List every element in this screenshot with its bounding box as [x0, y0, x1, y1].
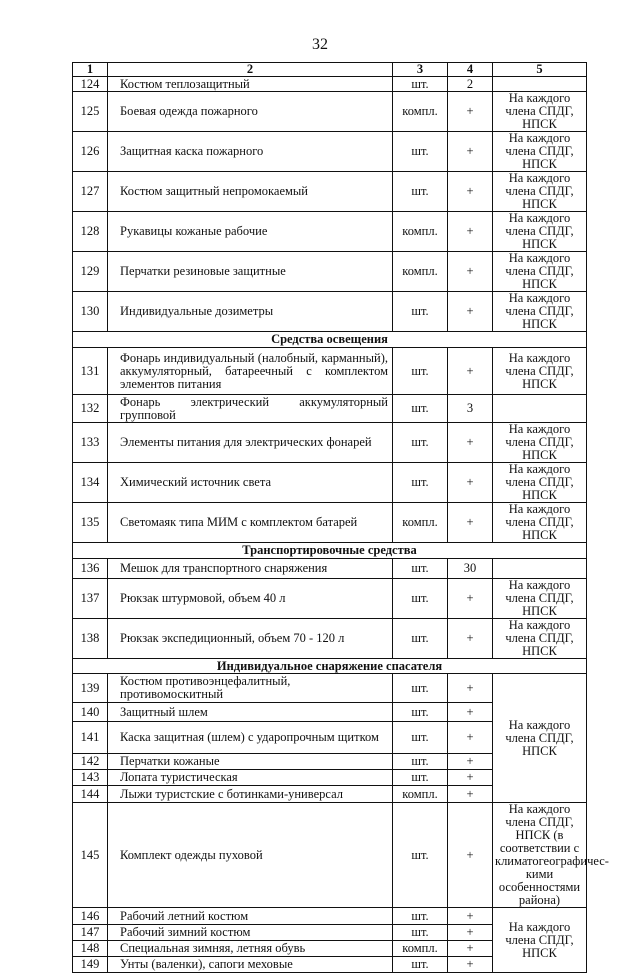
quantity: + — [448, 212, 493, 252]
item-name: Рукавицы кожаные рабочие — [108, 212, 393, 252]
row-number: 145 — [73, 803, 108, 908]
row-number: 149 — [73, 957, 108, 973]
table-row — [73, 252, 587, 292]
quantity: + — [448, 132, 493, 172]
note: На каждого члена СПДГ, НПСК — [493, 503, 587, 543]
header-cell: 2 — [108, 63, 393, 77]
table-row — [73, 803, 587, 908]
quantity: + — [448, 579, 493, 619]
unit: шт. — [393, 754, 448, 770]
unit: шт. — [393, 77, 448, 92]
note: На каждого члена СПДГ, НПСК — [493, 463, 587, 503]
table-row — [73, 423, 587, 463]
item-name: Фонарь электрический аккумуляторный групповой — [108, 395, 393, 423]
row-number: 141 — [73, 722, 108, 754]
unit: шт. — [393, 722, 448, 754]
section-row — [73, 659, 587, 674]
note — [493, 395, 587, 423]
row-number: 132 — [73, 395, 108, 423]
item-name: Костюм теплозащитный — [108, 77, 393, 92]
note: На каждого члена СПДГ, НПСК — [493, 908, 587, 973]
item-name: Защитный шлем — [108, 703, 393, 722]
row-number: 129 — [73, 252, 108, 292]
row-number: 128 — [73, 212, 108, 252]
page-number: 32 — [312, 36, 328, 53]
section-title: Транспортировочные средства — [73, 543, 587, 559]
row-number: 125 — [73, 92, 108, 132]
quantity: + — [448, 348, 493, 395]
unit: компл. — [393, 212, 448, 252]
row-number: 139 — [73, 674, 108, 703]
row-number: 135 — [73, 503, 108, 543]
quantity: + — [448, 619, 493, 659]
unit: шт. — [393, 559, 448, 579]
unit: компл. — [393, 941, 448, 957]
quantity: + — [448, 292, 493, 332]
unit: шт. — [393, 292, 448, 332]
item-name: Светомаяк типа МИМ с комплектом батарей — [108, 503, 393, 543]
unit: шт. — [393, 423, 448, 463]
quantity: + — [448, 803, 493, 908]
item-name: Лопата туристическая — [108, 770, 393, 786]
quantity: + — [448, 463, 493, 503]
quantity: + — [448, 252, 493, 292]
row-number: 148 — [73, 941, 108, 957]
item-name: Специальная зимняя, летняя обувь — [108, 941, 393, 957]
unit: шт. — [393, 579, 448, 619]
table-header-row — [73, 63, 587, 77]
table-row — [73, 348, 587, 395]
quantity: + — [448, 941, 493, 957]
table-row — [73, 212, 587, 252]
header-cell: 5 — [493, 63, 587, 77]
unit: шт. — [393, 132, 448, 172]
table-row — [73, 579, 587, 619]
row-number: 127 — [73, 172, 108, 212]
unit: шт. — [393, 619, 448, 659]
unit: шт. — [393, 803, 448, 908]
note: На каждого члена СПДГ, НПСК — [493, 619, 587, 659]
table-row — [73, 92, 587, 132]
table-row — [73, 619, 587, 659]
note: На каждого члена СПДГ, НПСК — [493, 212, 587, 252]
row-number: 137 — [73, 579, 108, 619]
quantity: + — [448, 703, 493, 722]
table-row — [73, 172, 587, 212]
unit: шт. — [393, 463, 448, 503]
note: На каждого члена СПДГ, НПСК — [493, 674, 587, 803]
note: На каждого члена СПДГ, НПСК — [493, 579, 587, 619]
quantity: + — [448, 908, 493, 925]
table-row — [73, 292, 587, 332]
item-name: Костюм защитный непромокаемый — [108, 172, 393, 212]
item-name: Перчатки резиновые защитные — [108, 252, 393, 292]
row-number: 124 — [73, 77, 108, 92]
item-name: Перчатки кожаные — [108, 754, 393, 770]
row-number: 136 — [73, 559, 108, 579]
row-number: 130 — [73, 292, 108, 332]
quantity: + — [448, 957, 493, 973]
unit: компл. — [393, 786, 448, 803]
quantity: 2 — [448, 77, 493, 92]
table-row — [73, 77, 587, 92]
row-number: 126 — [73, 132, 108, 172]
header-cell: 3 — [393, 63, 448, 77]
header-cell: 1 — [73, 63, 108, 77]
item-name: Комплект одежды пуховой — [108, 803, 393, 908]
table-row — [73, 395, 587, 423]
row-number: 138 — [73, 619, 108, 659]
item-name: Химический источник света — [108, 463, 393, 503]
header-cell: 4 — [448, 63, 493, 77]
row-number: 143 — [73, 770, 108, 786]
unit: шт. — [393, 703, 448, 722]
table-row — [73, 559, 587, 579]
table-row — [73, 463, 587, 503]
unit: шт. — [393, 172, 448, 212]
item-name: Рюкзак штурмовой, объем 40 л — [108, 579, 393, 619]
quantity: + — [448, 92, 493, 132]
quantity: + — [448, 503, 493, 543]
note: На каждого члена СПДГ, НПСК — [493, 292, 587, 332]
note: На каждого члена СПДГ, НПСК — [493, 132, 587, 172]
unit: шт. — [393, 908, 448, 925]
unit: шт. — [393, 957, 448, 973]
item-name: Лыжи туристские с ботинками-универсал — [108, 786, 393, 803]
item-name: Защитная каска пожарного — [108, 132, 393, 172]
quantity: 3 — [448, 395, 493, 423]
unit: шт. — [393, 348, 448, 395]
item-name: Рабочий зимний костюм — [108, 925, 393, 941]
row-number: 133 — [73, 423, 108, 463]
section-row — [73, 332, 587, 348]
row-number: 131 — [73, 348, 108, 395]
unit: шт. — [393, 925, 448, 941]
row-number: 134 — [73, 463, 108, 503]
table-row — [73, 132, 587, 172]
item-name: Боевая одежда пожарного — [108, 92, 393, 132]
row-number: 140 — [73, 703, 108, 722]
unit: компл. — [393, 503, 448, 543]
quantity: + — [448, 925, 493, 941]
item-name: Унты (валенки), сапоги меховые — [108, 957, 393, 973]
item-name: Костюм противоэнцефалитный, противомоскитный — [108, 674, 393, 703]
item-name: Рабочий летний костюм — [108, 908, 393, 925]
item-name: Каска защитная (шлем) с ударопрочным щитком — [108, 722, 393, 754]
note: На каждого члена СПДГ, НПСК — [493, 348, 587, 395]
quantity: + — [448, 770, 493, 786]
section-title: Средства освещения — [73, 332, 587, 348]
quantity: + — [448, 172, 493, 212]
quantity: + — [448, 786, 493, 803]
quantity: + — [448, 754, 493, 770]
unit: компл. — [393, 92, 448, 132]
item-name: Рюкзак экспедиционный, объем 70 - 120 л — [108, 619, 393, 659]
table-row — [73, 503, 587, 543]
row-number: 146 — [73, 908, 108, 925]
item-name: Фонарь индивидуальный (налобный, карманный), аккумуляторный, батареечный с комплектом элементов питания — [108, 348, 393, 395]
quantity: 30 — [448, 559, 493, 579]
unit: шт. — [393, 770, 448, 786]
table-row — [73, 908, 587, 925]
quantity: + — [448, 423, 493, 463]
table-row — [73, 674, 587, 703]
note — [493, 77, 587, 92]
note: На каждого члена СПДГ, НПСК (в соответствии с климатогеографичес-кими особенностями района) — [493, 803, 587, 908]
section-row — [73, 543, 587, 559]
row-number: 147 — [73, 925, 108, 941]
item-name: Индивидуальные дозиметры — [108, 292, 393, 332]
section-title: Индивидуальное снаряжение спасателя — [73, 659, 587, 674]
item-name: Мешок для транспортного снаряжения — [108, 559, 393, 579]
note: На каждого члена СПДГ, НПСК — [493, 423, 587, 463]
unit: шт. — [393, 674, 448, 703]
note: На каждого члена СПДГ, НПСК — [493, 172, 587, 212]
equipment-table — [72, 62, 609, 973]
quantity: + — [448, 674, 493, 703]
note: На каждого члена СПДГ, НПСК — [493, 252, 587, 292]
note — [493, 559, 587, 579]
quantity: + — [448, 722, 493, 754]
note: На каждого члена СПДГ, НПСК — [493, 92, 587, 132]
item-name: Элементы питания для электрических фонарей — [108, 423, 393, 463]
unit: шт. — [393, 395, 448, 423]
unit: компл. — [393, 252, 448, 292]
row-number: 142 — [73, 754, 108, 770]
row-number: 144 — [73, 786, 108, 803]
